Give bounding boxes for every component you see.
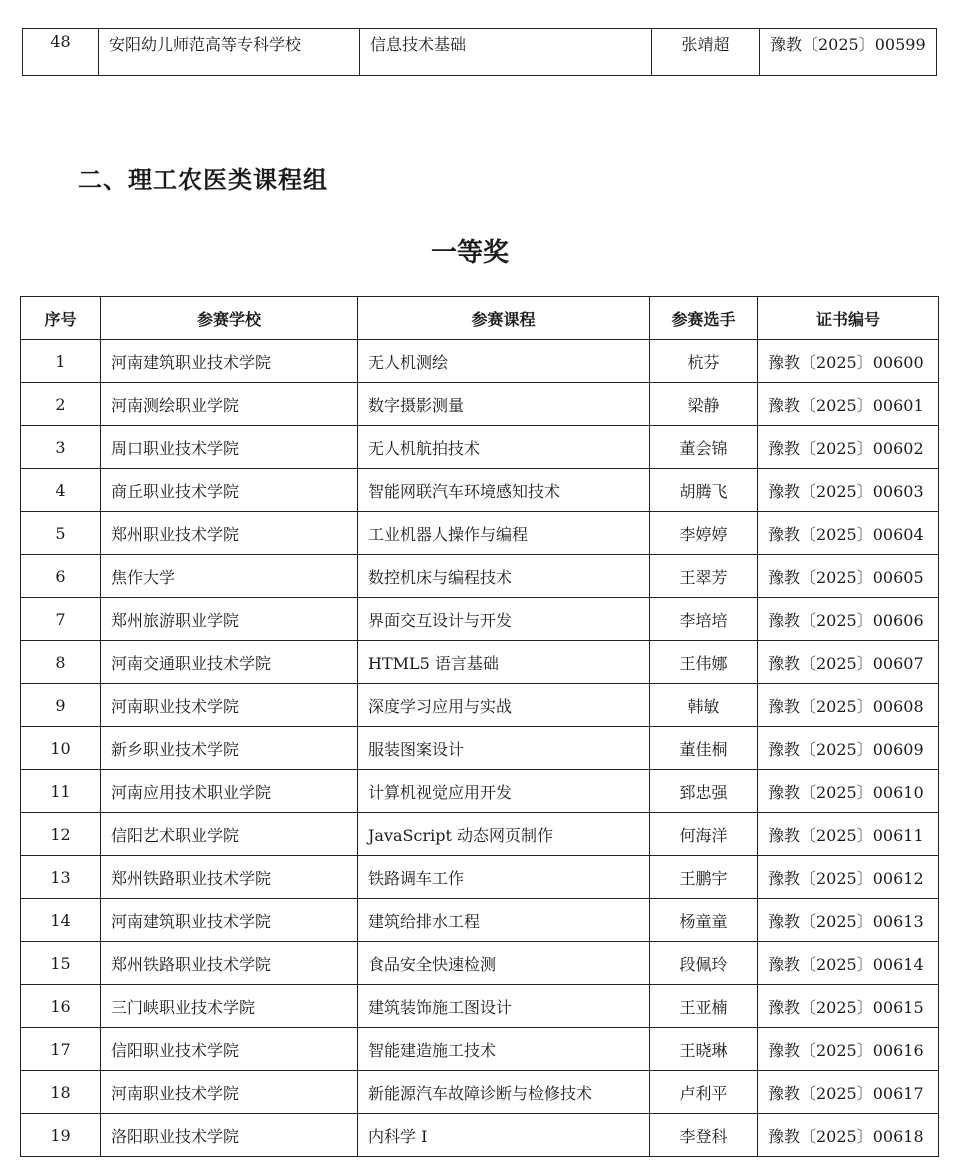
cell-course: 内科学 I xyxy=(358,1114,650,1157)
cell-serial-number: 4 xyxy=(21,469,101,512)
cell-school: 河南应用技术职业学院 xyxy=(101,770,358,813)
cell-certificate-number: 豫教〔2025〕00617 xyxy=(758,1071,939,1114)
cell-contestant: 郅忠强 xyxy=(650,770,758,813)
cell-certificate-number: 豫教〔2025〕00610 xyxy=(758,770,939,813)
header-serial-number: 序号 xyxy=(21,297,101,340)
cell-course: 新能源汽车故障诊断与检修技术 xyxy=(358,1071,650,1114)
cell-serial-number: 10 xyxy=(21,727,101,770)
cell-course: 计算机视觉应用开发 xyxy=(358,770,650,813)
cell-serial-number: 48 xyxy=(23,29,99,76)
cell-serial-number: 18 xyxy=(21,1071,101,1114)
cell-certificate-number: 豫教〔2025〕00611 xyxy=(758,813,939,856)
cell-course: 无人机测绘 xyxy=(358,340,650,383)
header-certificate-number: 证书编号 xyxy=(758,297,939,340)
cell-serial-number: 8 xyxy=(21,641,101,684)
table-row xyxy=(21,426,939,469)
cell-certificate-number: 豫教〔2025〕00602 xyxy=(758,426,939,469)
cell-contestant: 韩敏 xyxy=(650,684,758,727)
cell-contestant: 董会锦 xyxy=(650,426,758,469)
cell-school: 河南建筑职业技术学院 xyxy=(101,340,358,383)
cell-serial-number: 1 xyxy=(21,340,101,383)
cell-course: 智能网联汽车环境感知技术 xyxy=(358,469,650,512)
cell-contestant: 张靖超 xyxy=(652,29,760,76)
cell-certificate-number: 豫教〔2025〕00609 xyxy=(758,727,939,770)
previous-award-table-body xyxy=(23,29,937,76)
cell-contestant: 王亚楠 xyxy=(650,985,758,1028)
section-title: 二、理工农医类课程组 xyxy=(78,166,328,194)
cell-contestant: 李婷婷 xyxy=(650,512,758,555)
cell-contestant: 王鹏宇 xyxy=(650,856,758,899)
table-row xyxy=(21,641,939,684)
cell-serial-number: 12 xyxy=(21,813,101,856)
cell-serial-number: 9 xyxy=(21,684,101,727)
cell-contestant: 王伟娜 xyxy=(650,641,758,684)
table-row xyxy=(21,340,939,383)
table-row xyxy=(21,469,939,512)
cell-certificate-number: 豫教〔2025〕00616 xyxy=(758,1028,939,1071)
table-row xyxy=(21,942,939,985)
table-row xyxy=(21,383,939,426)
table-row xyxy=(21,1114,939,1157)
cell-serial-number: 15 xyxy=(21,942,101,985)
award-level-title: 一等奖 xyxy=(430,238,509,268)
table-row xyxy=(21,727,939,770)
cell-course: 建筑给排水工程 xyxy=(358,899,650,942)
header-school: 参赛学校 xyxy=(101,297,358,340)
cell-certificate-number: 豫教〔2025〕00599 xyxy=(760,29,937,76)
table-row xyxy=(21,684,939,727)
first-prize-table xyxy=(20,296,939,1157)
cell-school: 河南职业技术学院 xyxy=(101,684,358,727)
cell-school: 河南职业技术学院 xyxy=(101,1071,358,1114)
cell-serial-number: 6 xyxy=(21,555,101,598)
cell-serial-number: 11 xyxy=(21,770,101,813)
table-row xyxy=(21,770,939,813)
cell-course: 无人机航拍技术 xyxy=(358,426,650,469)
table-row xyxy=(21,813,939,856)
table-row xyxy=(21,555,939,598)
cell-school: 焦作大学 xyxy=(101,555,358,598)
cell-certificate-number: 豫教〔2025〕00601 xyxy=(758,383,939,426)
cell-course: JavaScript 动态网页制作 xyxy=(358,813,650,856)
cell-school: 商丘职业技术学院 xyxy=(101,469,358,512)
cell-certificate-number: 豫教〔2025〕00608 xyxy=(758,684,939,727)
cell-contestant: 王晓琳 xyxy=(650,1028,758,1071)
cell-school: 安阳幼儿师范高等专科学校 xyxy=(99,29,360,76)
cell-certificate-number: 豫教〔2025〕00607 xyxy=(758,641,939,684)
cell-certificate-number: 豫教〔2025〕00605 xyxy=(758,555,939,598)
cell-contestant: 董佳桐 xyxy=(650,727,758,770)
table-row xyxy=(21,1071,939,1114)
cell-serial-number: 13 xyxy=(21,856,101,899)
cell-certificate-number: 豫教〔2025〕00614 xyxy=(758,942,939,985)
table-row xyxy=(21,512,939,555)
cell-serial-number: 7 xyxy=(21,598,101,641)
cell-school: 河南交通职业技术学院 xyxy=(101,641,358,684)
cell-course: HTML5 语言基础 xyxy=(358,641,650,684)
cell-course: 建筑装饰施工图设计 xyxy=(358,985,650,1028)
cell-certificate-number: 豫教〔2025〕00615 xyxy=(758,985,939,1028)
cell-school: 洛阳职业技术学院 xyxy=(101,1114,358,1157)
cell-course: 智能建造施工技术 xyxy=(358,1028,650,1071)
cell-contestant: 梁静 xyxy=(650,383,758,426)
header-course: 参赛课程 xyxy=(358,297,650,340)
cell-serial-number: 3 xyxy=(21,426,101,469)
table-row xyxy=(21,598,939,641)
cell-course: 数字摄影测量 xyxy=(358,383,650,426)
cell-certificate-number: 豫教〔2025〕00612 xyxy=(758,856,939,899)
cell-serial-number: 17 xyxy=(21,1028,101,1071)
cell-certificate-number: 豫教〔2025〕00603 xyxy=(758,469,939,512)
cell-course: 食品安全快速检测 xyxy=(358,942,650,985)
cell-contestant: 杨童童 xyxy=(650,899,758,942)
table-row xyxy=(21,856,939,899)
cell-certificate-number: 豫教〔2025〕00606 xyxy=(758,598,939,641)
cell-course: 信息技术基础 xyxy=(360,29,652,76)
cell-school: 郑州职业技术学院 xyxy=(101,512,358,555)
cell-school: 郑州铁路职业技术学院 xyxy=(101,856,358,899)
cell-course: 工业机器人操作与编程 xyxy=(358,512,650,555)
cell-contestant: 何海洋 xyxy=(650,813,758,856)
cell-contestant: 杭芬 xyxy=(650,340,758,383)
table-row xyxy=(21,1028,939,1071)
cell-contestant: 李培培 xyxy=(650,598,758,641)
cell-serial-number: 16 xyxy=(21,985,101,1028)
table-header-row xyxy=(21,297,939,340)
table-row xyxy=(21,985,939,1028)
header-contestant: 参赛选手 xyxy=(650,297,758,340)
cell-school: 周口职业技术学院 xyxy=(101,426,358,469)
cell-course: 服装图案设计 xyxy=(358,727,650,770)
cell-contestant: 胡腾飞 xyxy=(650,469,758,512)
cell-school: 河南建筑职业技术学院 xyxy=(101,899,358,942)
cell-contestant: 段佩玲 xyxy=(650,942,758,985)
cell-certificate-number: 豫教〔2025〕00604 xyxy=(758,512,939,555)
table-row xyxy=(21,899,939,942)
first-prize-table-body xyxy=(21,340,939,1157)
cell-certificate-number: 豫教〔2025〕00618 xyxy=(758,1114,939,1157)
cell-course: 数控机床与编程技术 xyxy=(358,555,650,598)
cell-school: 郑州铁路职业技术学院 xyxy=(101,942,358,985)
cell-school: 信阳职业技术学院 xyxy=(101,1028,358,1071)
cell-contestant: 李登科 xyxy=(650,1114,758,1157)
cell-school: 三门峡职业技术学院 xyxy=(101,985,358,1028)
table-row xyxy=(23,29,937,76)
cell-serial-number: 14 xyxy=(21,899,101,942)
cell-certificate-number: 豫教〔2025〕00613 xyxy=(758,899,939,942)
cell-serial-number: 2 xyxy=(21,383,101,426)
cell-serial-number: 5 xyxy=(21,512,101,555)
cell-contestant: 王翠芳 xyxy=(650,555,758,598)
cell-school: 新乡职业技术学院 xyxy=(101,727,358,770)
cell-serial-number: 19 xyxy=(21,1114,101,1157)
cell-course: 界面交互设计与开发 xyxy=(358,598,650,641)
cell-certificate-number: 豫教〔2025〕00600 xyxy=(758,340,939,383)
previous-award-table xyxy=(22,28,937,76)
cell-course: 深度学习应用与实战 xyxy=(358,684,650,727)
cell-school: 信阳艺术职业学院 xyxy=(101,813,358,856)
cell-course: 铁路调车工作 xyxy=(358,856,650,899)
cell-school: 郑州旅游职业学院 xyxy=(101,598,358,641)
cell-contestant: 卢利平 xyxy=(650,1071,758,1114)
cell-school: 河南测绘职业学院 xyxy=(101,383,358,426)
